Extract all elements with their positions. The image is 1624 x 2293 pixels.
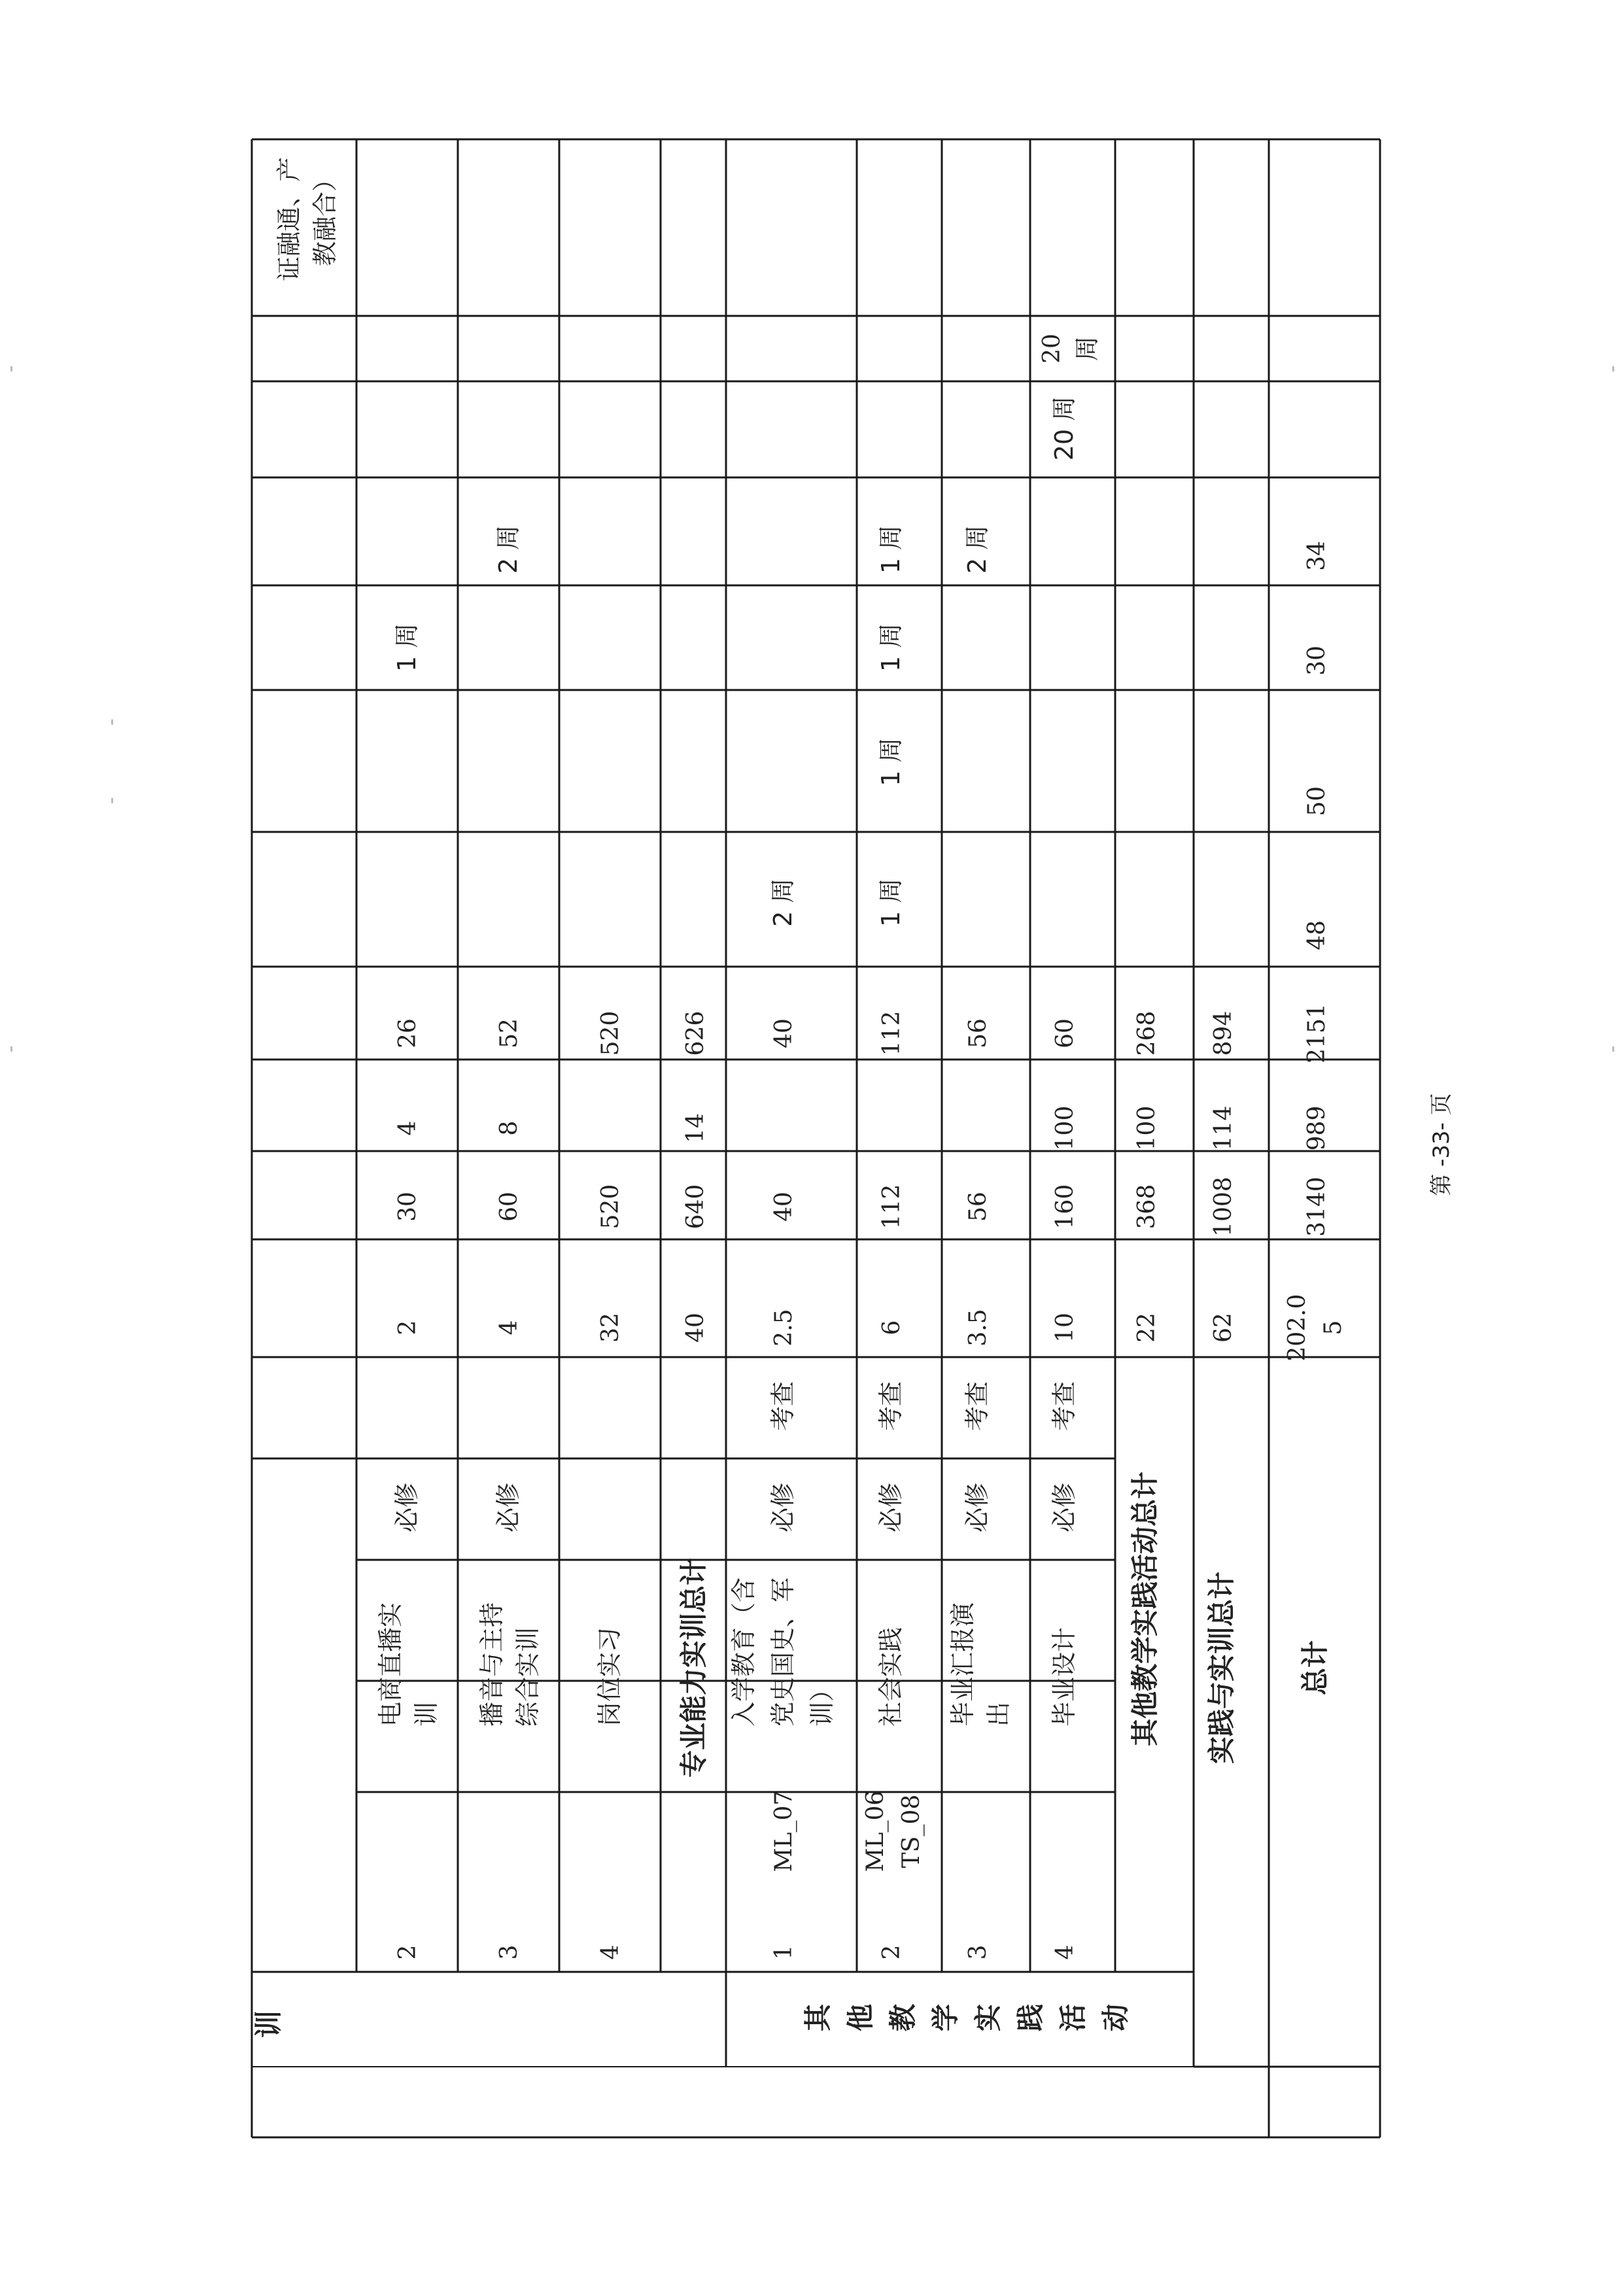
semester7-weeks-cell: 20 周	[1050, 396, 1079, 461]
section-label-char: 实	[972, 2003, 1004, 2032]
practice-hours-cell: 52	[496, 1018, 523, 1048]
semester6-weeks-cell: 1 周	[876, 525, 905, 574]
course-type-cell: 必修	[963, 1482, 992, 1533]
practice-total-label: 实践与实训总计	[1205, 1571, 1237, 1765]
credit-cell: 32	[597, 1313, 624, 1343]
semester3-weeks-cell: 48	[1304, 920, 1330, 950]
practice-hours-cell: 40	[770, 1018, 797, 1048]
semester3-weeks-cell: 1 周	[876, 878, 905, 927]
credit-cell: 3.5	[965, 1309, 992, 1347]
table-row-professional-subtotal	[678, 1011, 710, 1778]
course-name-line2: 出	[984, 1701, 1013, 1727]
course-type-cell: 必修	[494, 1482, 523, 1533]
semester3-weeks-cell: 2 周	[769, 878, 797, 927]
seq-cell: 4	[597, 1944, 624, 1960]
practice-hours-cell: 26	[394, 1018, 421, 1048]
course-type-cell: 必修	[769, 1482, 797, 1533]
semester6-weeks-cell: 2 周	[963, 525, 992, 574]
semester6-weeks-cell: 34	[1304, 541, 1330, 571]
theory-hours-cell: 100	[1133, 1105, 1160, 1151]
section-label-char: 他	[844, 2003, 876, 2032]
course-name-cell: 社会实践	[876, 1627, 905, 1727]
theory-hours-cell: 989	[1304, 1105, 1330, 1151]
course-code-cell: ML_07	[770, 1790, 797, 1872]
theory-hours-cell: 100	[1052, 1105, 1079, 1151]
credit-cell: 62	[1210, 1313, 1237, 1343]
semester5-weeks-cell: 1 周	[392, 623, 421, 672]
exam-type-cell: 考查	[963, 1381, 992, 1432]
section-label-char: 活	[1057, 2003, 1089, 2032]
credit-cell: 6	[878, 1320, 905, 1336]
credit-cell: 10	[1052, 1313, 1079, 1343]
credit-cell: 2.5	[770, 1309, 797, 1347]
practice-hours-cell: 112	[878, 1010, 905, 1056]
practice-hours-cell: 56	[965, 1018, 992, 1048]
course-name-line1: 毕业汇报演	[948, 1602, 977, 1727]
section-label-char: 教	[887, 2003, 919, 2032]
practice-hours-cell: 2151	[1304, 1003, 1330, 1063]
practice-hours-cell: 60	[1052, 1018, 1079, 1048]
section-label-char: 动	[1099, 2003, 1132, 2032]
total-hours-cell: 640	[682, 1184, 709, 1230]
section-label-char: 其	[802, 2003, 834, 2032]
exam-type-cell: 考查	[876, 1381, 905, 1432]
total-hours-cell: 1008	[1210, 1177, 1237, 1237]
seq-cell: 4	[1052, 1944, 1079, 1960]
course-name-line2: 训	[412, 1701, 441, 1727]
table-row-graduation-performance	[948, 525, 1013, 1960]
credit-cell: 4	[496, 1320, 523, 1336]
total-hours-cell: 160	[1052, 1184, 1079, 1230]
course-name-cell: 岗位实习	[595, 1627, 624, 1727]
course-code-line2: TS_08	[898, 1794, 925, 1869]
seq-cell: 3	[496, 1944, 523, 1960]
credit-line1: 202.0	[1284, 1294, 1311, 1362]
course-type-cell: 必修	[1050, 1482, 1079, 1533]
section-label-training-tail: 训	[252, 2010, 285, 2039]
exam-type-cell: 考查	[769, 1381, 797, 1432]
course-type-cell: 必修	[876, 1482, 905, 1533]
total-hours-cell: 30	[394, 1192, 421, 1222]
practice-hours-cell: 520	[597, 1010, 624, 1056]
theory-hours-cell: 4	[394, 1120, 421, 1136]
header-note-line2: 教融合）	[311, 167, 339, 267]
course-name-line1: 入学教育（含	[729, 1577, 758, 1727]
seq-cell: 2	[394, 1944, 421, 1960]
semester6-weeks-cell: 2 周	[494, 525, 523, 574]
table-row-other-total	[1129, 1011, 1161, 1746]
section-label-other-activities-chars	[802, 2003, 1132, 2031]
header-note-column	[275, 157, 339, 281]
semester4-weeks-cell: 50	[1304, 786, 1330, 816]
page-number: 第 -33- 页	[1428, 1093, 1455, 1196]
section-label-other-stack	[807, 1952, 1069, 1991]
course-name-line2: 综合实训	[513, 1627, 542, 1727]
table-row-orientation	[729, 878, 837, 1960]
grand-total-label: 总计	[1299, 1640, 1331, 1696]
course-type-cell: 必修	[392, 1482, 421, 1533]
theory-hours-cell: 114	[1210, 1105, 1237, 1151]
seq-cell: 2	[878, 1944, 905, 1960]
table-row-internship	[595, 1011, 624, 1960]
course-code-line1: ML_06	[862, 1790, 889, 1872]
semester5-weeks-cell: 30	[1304, 646, 1330, 676]
seq-cell: 3	[965, 1944, 992, 1960]
section-label-char: 学	[929, 2003, 961, 2032]
exam-type-cell: 考查	[1050, 1381, 1079, 1432]
course-name-line1: 电商直播实	[376, 1602, 405, 1727]
table-row-broadcasting	[477, 525, 542, 1960]
total-hours-cell: 40	[770, 1192, 797, 1222]
course-name-line3: 训）	[808, 1676, 837, 1727]
theory-hours-cell: 14	[682, 1113, 709, 1143]
credit-cell: 40	[682, 1313, 709, 1343]
header-note-line1: 证融通、产	[275, 157, 303, 282]
course-name-line2: 党史国史、军	[769, 1577, 797, 1727]
semester4-weeks-cell: 1 周	[876, 737, 905, 787]
course-name-line1: 播音与主持	[477, 1602, 506, 1727]
total-hours-cell: 56	[965, 1192, 992, 1222]
course-name-cell: 毕业设计	[1050, 1627, 1079, 1727]
semester8-weeks-line2: 周	[1073, 336, 1101, 362]
semester8-weeks-line1: 20	[1039, 334, 1065, 364]
credit-cell: 2	[394, 1320, 421, 1336]
total-hours-cell: 60	[496, 1192, 523, 1222]
credit-cell: 22	[1133, 1313, 1160, 1343]
other-total-label: 其他教学实践活动总计	[1129, 1471, 1161, 1747]
practice-hours-cell: 268	[1133, 1010, 1160, 1056]
practice-hours-cell: 626	[682, 1010, 709, 1056]
practice-hours-cell: 894	[1210, 1010, 1237, 1056]
theory-hours-cell: 8	[496, 1120, 523, 1136]
total-hours-cell: 520	[597, 1184, 624, 1230]
table-row-practice-total	[1205, 1011, 1237, 1764]
seq-cell: 1	[770, 1944, 797, 1960]
total-hours-cell: 112	[878, 1184, 905, 1230]
semester5-weeks-cell: 1 周	[876, 623, 905, 672]
table-row-social-practice	[862, 525, 925, 1960]
table-row-grand-total	[1284, 541, 1347, 1695]
section-label-char: 践	[1014, 2003, 1046, 2032]
credit-line2: 5	[1320, 1320, 1347, 1336]
table-row-graduation-design	[1039, 334, 1101, 1959]
subtotal-label: 专业能力实训总计	[678, 1557, 710, 1778]
total-hours-cell: 368	[1133, 1184, 1160, 1230]
table-row-live-streaming	[376, 623, 441, 1960]
total-hours-cell: 3140	[1304, 1177, 1330, 1237]
